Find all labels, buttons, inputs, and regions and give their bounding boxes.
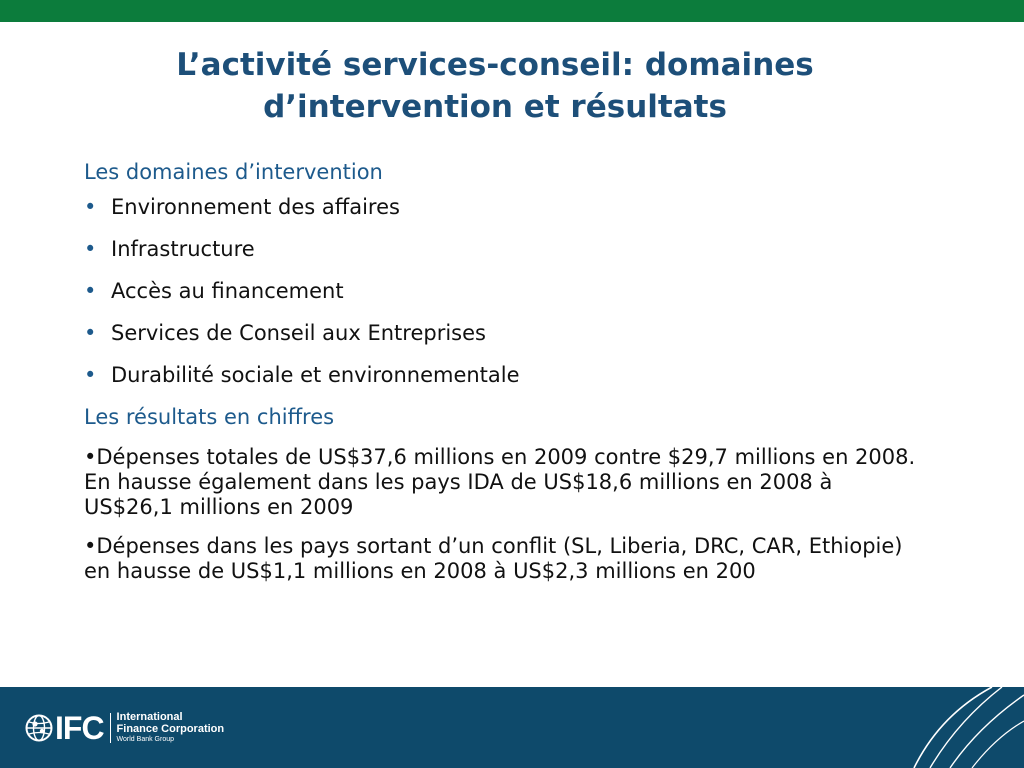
logo-line-2: Finance Corporation	[116, 723, 225, 735]
list-item	[84, 277, 934, 305]
top-accent-bar	[0, 0, 1024, 22]
bullet-icon: •	[84, 321, 97, 345]
results-paragraph: •Dépenses dans les pays sortant d’un conflit (SL, Liberia, DRC, CAR, Ethiopie) en hausse de US$1,1 millions en 2008 à US$2,3 millions en 200	[84, 534, 903, 583]
bullet-icon: •	[84, 363, 97, 387]
logo-divider	[110, 713, 111, 743]
slide-title-line-2: d’intervention et résultats	[263, 89, 727, 125]
list-item	[84, 361, 934, 389]
list-item	[84, 235, 934, 263]
footer-bar	[0, 687, 1024, 768]
list-item-label: Durabilité sociale et environnementale	[111, 363, 520, 387]
ifc-logo-mark: IFC	[55, 709, 104, 746]
list-item-label: Environnement des affaires	[111, 195, 400, 219]
slide-title-line-1: L’activité services-conseil: domaines	[176, 47, 814, 83]
results-paragraph: •Dépenses totales de US$37,6 millions en 2009 contre $29,7 millions en 2008. En hausse également dans les pays IDA de US$18,6 millions en 2008 à US$26,1 millions en 2009	[84, 445, 916, 519]
logo-text	[117, 711, 225, 744]
swoosh-decoration	[900, 687, 1024, 768]
logo-line-3: World Bank Group	[116, 736, 174, 743]
bullet-icon: •	[84, 237, 97, 261]
logo-line-1: International	[116, 711, 183, 723]
bullet-icon: •	[84, 279, 97, 303]
list-item-label: Services de Conseil aux Entreprises	[111, 321, 486, 345]
results-heading: Les résultats en chiffres	[84, 405, 335, 429]
list-item	[84, 193, 934, 221]
domains-list	[84, 193, 934, 389]
bullet-icon: •	[84, 195, 97, 219]
slide-content	[84, 158, 934, 584]
ifc-logo	[25, 711, 224, 744]
globe-icon	[25, 714, 53, 742]
list-item-label: Infrastructure	[111, 237, 255, 261]
slide-title	[100, 44, 890, 128]
list-item-label: Accès au financement	[111, 279, 344, 303]
list-item	[84, 319, 934, 347]
domains-heading: Les domaines d’intervention	[84, 160, 383, 184]
